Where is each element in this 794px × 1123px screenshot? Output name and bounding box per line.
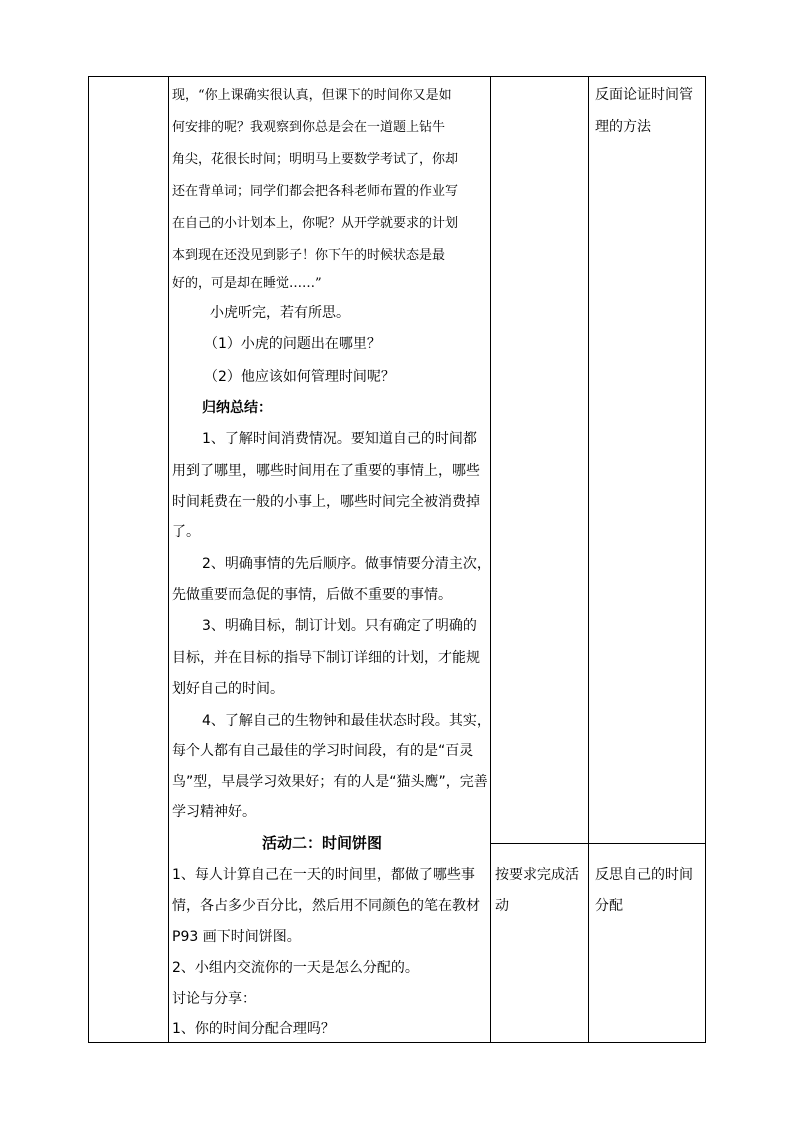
point-4-line: 每个人都有自己最佳的学习时间段，有的是“百灵 bbox=[172, 743, 474, 759]
design-intent-line: 分配 bbox=[595, 898, 623, 914]
point-4-line: 鸟”型，早晨学习效果好；有的人是“猫头鹰”，完善 bbox=[172, 774, 488, 790]
activity-2-title: 活动二：时间饼图 bbox=[262, 834, 383, 852]
story-line: 何安排的呢？我观察到你总是会在一道题上钻牛 bbox=[172, 120, 446, 135]
point-1-line: 用到了哪里，哪些时间用在了重要的事情上，哪些 bbox=[172, 463, 480, 479]
design-intent-line: 理的方法 bbox=[595, 119, 651, 135]
story-line: 角尖，花很长时间；明明马上要数学考试了，你却 bbox=[172, 152, 459, 167]
row-divider bbox=[490, 843, 705, 844]
student-activity-line: 动 bbox=[495, 898, 509, 914]
story-line: 现，“你上课确实很认真，但课下的时间你又是如 bbox=[172, 88, 452, 103]
column-divider-1 bbox=[168, 77, 169, 1042]
after-story-text: 小虎听完，若有所思。 bbox=[210, 305, 350, 321]
question-2: （2）他应该如何管理时间呢？ bbox=[204, 369, 395, 385]
point-1-line: 时间耗费在一般的小事上，哪些时间完全被消费掉 bbox=[172, 494, 480, 510]
story-line: 在自己的小计划本上，你呢？从开学就要求的计划 bbox=[172, 216, 459, 231]
point-1-line: 1、了解时间消费情况。要知道自己的时间都 bbox=[202, 431, 477, 447]
point-4-line: 学习精神好。 bbox=[172, 804, 256, 820]
activity-2-line: 1、每人计算自己在一天的时间里，都做了哪些事 bbox=[172, 867, 475, 883]
point-2-line: 2、明确事情的先后顺序。做事情要分清主次， bbox=[202, 556, 491, 572]
student-activity-line: 按要求完成活 bbox=[495, 867, 579, 883]
activity-2-line: 2、小组内交流你的一天是怎么分配的。 bbox=[172, 960, 419, 976]
design-intent-line: 反面论证时间管 bbox=[595, 87, 693, 103]
story-line: 好的，可是却在睡觉……” bbox=[172, 276, 322, 291]
activity-2-line: 情，各占多少百分比，然后用不同颜色的笔在教材 bbox=[172, 898, 480, 914]
activity-2-line: P93 画下时间饼图。 bbox=[172, 929, 301, 945]
design-intent-line: 反思自己的时间 bbox=[595, 867, 693, 883]
activity-2-line: 讨论与分享： bbox=[172, 991, 256, 1007]
point-4-line: 4、了解自己的生物钟和最佳状态时段。其实， bbox=[202, 713, 491, 729]
point-1-line: 了。 bbox=[172, 524, 200, 540]
activity-2-line: 1、你的时间分配合理吗？ bbox=[172, 1021, 335, 1037]
story-line: 还在背单词；同学们都会把各科老师布置的作业写 bbox=[172, 184, 459, 199]
point-3-line: 划好自己的时间。 bbox=[172, 681, 284, 697]
point-3-line: 3、明确目标，制订计划。只有确定了明确的 bbox=[202, 618, 477, 634]
summary-heading: 归纳总结： bbox=[202, 400, 272, 416]
point-3-line: 目标，并在目标的指导下制订详细的计划，才能规 bbox=[172, 650, 480, 666]
column-divider-3 bbox=[588, 77, 589, 1042]
point-2-line: 先做重要而急促的事情，后做不重要的事情。 bbox=[172, 587, 452, 603]
story-line: 本到现在还没见到影子！你下午的时候状态是最 bbox=[172, 248, 446, 263]
question-1: （1）小虎的问题出在哪里？ bbox=[204, 336, 381, 352]
